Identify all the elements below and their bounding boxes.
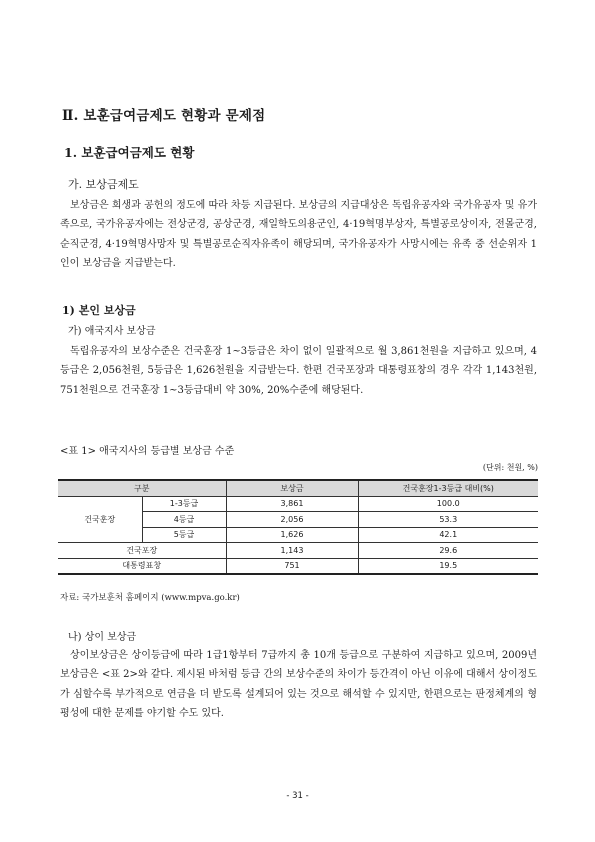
intro-paragraph (60, 196, 537, 274)
table-unit: (단위: 천원, %) (482, 463, 538, 472)
table-cell-ratio: 100.0 (358, 496, 538, 512)
section-title: Ⅱ. 보훈급여금제도 현황과 문제점 (62, 108, 266, 124)
table-row (58, 496, 538, 512)
heading-injury-compensation: 나) 상이 보상금 (68, 632, 137, 643)
intro-paragraph-text: 보상금은 희생과 공헌의 정도에 따라 차등 지급된다. 보상금의 지급대상은 독립유공자와 국가유공자 및 유가족으로, 국가유공자에는 전상군경, 공상군경, 재일학도의용군인, 4·19혁명부상자, 특별공로상이자, 전몰군경, 순직군경, 4·19혁명사망자 및 특별공로순직자유족이 해당되며, 국가유공자가 사망시에는 유족 중 선순위자 1인이 보상금을 지급받는다. (60, 200, 537, 270)
compensation-table (58, 479, 538, 575)
table-cell-amount: 2,056 (226, 512, 358, 528)
injury-paragraph (60, 646, 537, 724)
table-cell-ratio: 53.3 (358, 512, 538, 528)
table-header-row (58, 480, 538, 496)
table-cell-amount: 3,861 (226, 496, 358, 512)
table-cell-ratio: 19.5 (358, 558, 538, 574)
sub-heading-ga: 가. 보상금제도 (68, 178, 139, 191)
table-cell-amount: 1,143 (226, 543, 358, 559)
page-number: - 31 - (286, 791, 309, 801)
table-header-amount: 보상금 (226, 480, 358, 496)
table-header-ratio: 건국훈장1-3등급 대비(%) (358, 480, 538, 496)
patriot-paragraph (60, 342, 537, 400)
heading-patriot-compensation: 가) 애국지사 보상금 (68, 326, 156, 337)
subsection-title: 1. 보훈급여금제도 현황 (64, 145, 195, 160)
table-group-label: 건국훈장 (58, 496, 142, 543)
table-row (58, 543, 538, 559)
table-cell-amount: 751 (226, 558, 358, 574)
table-caption: <표 1> 애국지사의 등급별 보상금 수준 (60, 446, 235, 457)
table-cell-label: 4등급 (142, 512, 226, 528)
table-row (58, 558, 538, 574)
table-cell-ratio: 29.6 (358, 543, 538, 559)
table-cell-label: 1-3등급 (142, 496, 226, 512)
patriot-paragraph-text: 독립유공자의 보상수준은 건국훈장 1~3등급은 차이 없이 일괄적으로 월 3,861천원을 지급하고 있으며, 4등급은 2,056천원, 5등급은 1,626천원을 지급받는다. 한편 건국포장과 대통령표창의 경우 각각 1,143천원, 751천원으로 건국훈장 1~3등급대비 약 30%, 20%수준에 해당된다. (60, 346, 537, 396)
heading-own-compensation: 1) 본인 보상금 (62, 304, 136, 317)
table-cell-amount: 1,626 (226, 527, 358, 543)
table-cell-ratio: 42.1 (358, 527, 538, 543)
table-cell-label: 5등급 (142, 527, 226, 543)
table-cell-label: 건국포장 (58, 543, 226, 559)
table-header-category: 구분 (58, 480, 226, 496)
table-cell-label: 대통령표창 (58, 558, 226, 574)
injury-paragraph-text: 상이보상금은 상이등급에 따라 1급1항부터 7급까지 총 10개 등급으로 구분하여 지급하고 있으며, 2009년 보상금은 <표 2>와 같다. 제시된 바처럼 등급 간의 보상수준의 차이가 등간격이 아닌 이유에 대해서 상이정도가 심할수록 부가적으로 연금을 더 받도록 설계되어 있는 것으로 해석할 수 있지만, 한편으로는 판정체계의 형평성에 대한 문제를 야기할 수도 있다. (60, 650, 537, 720)
table-source: 자료: 국가보훈처 홈페이지 (www.mpva.go.kr) (60, 593, 240, 603)
